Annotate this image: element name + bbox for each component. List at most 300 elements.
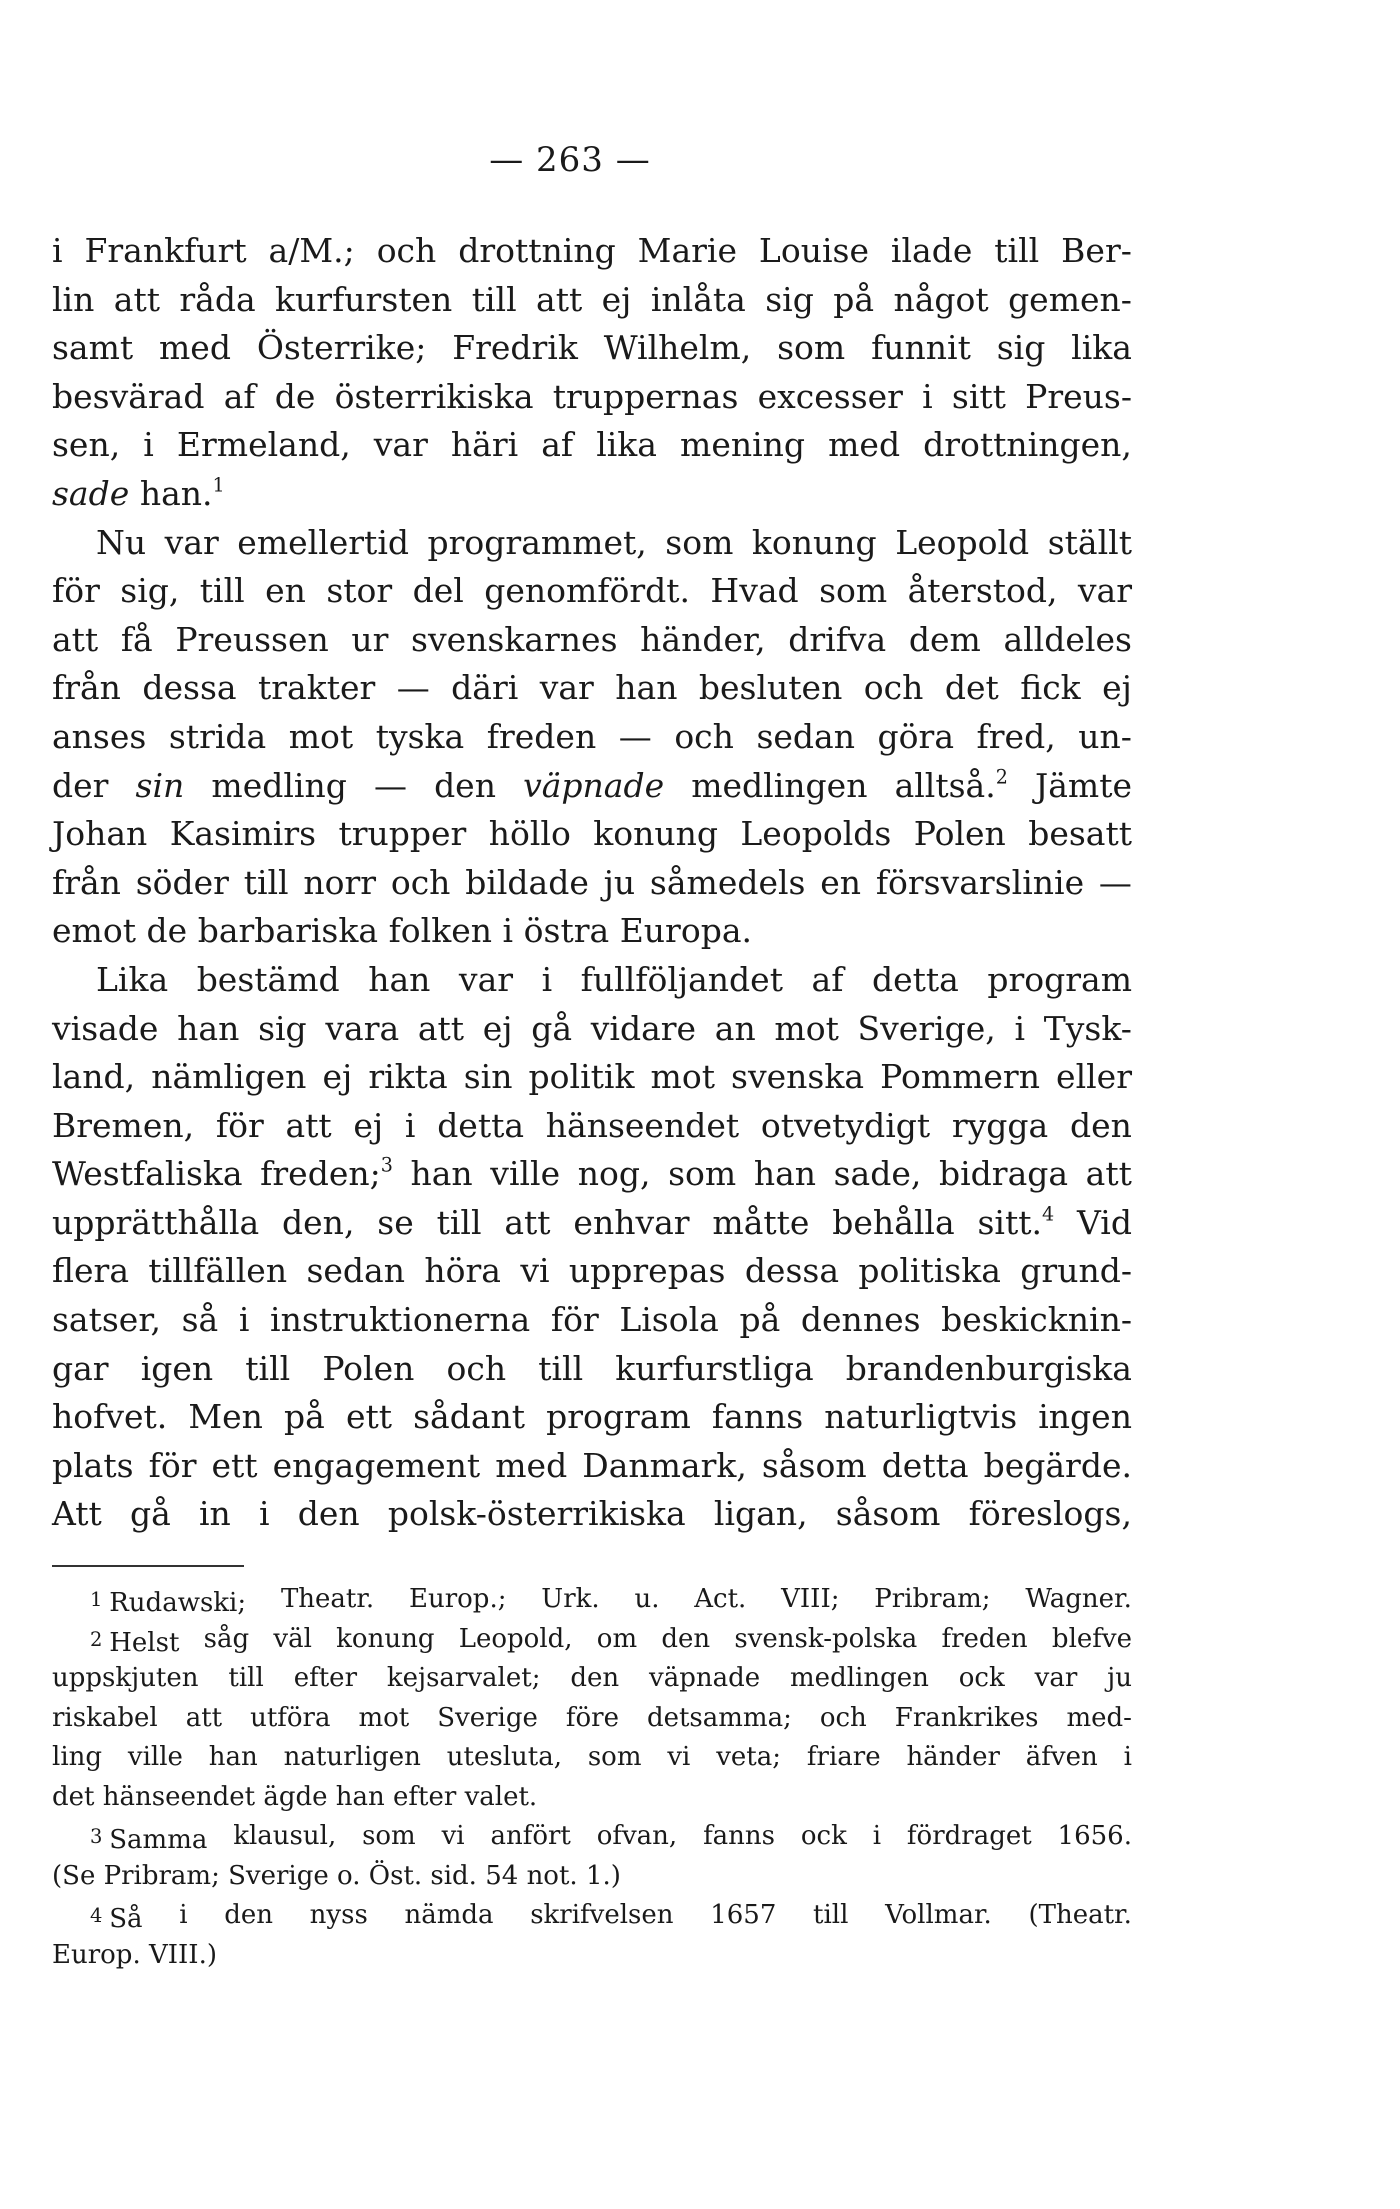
word: i	[52, 231, 63, 270]
word: alltså.$^2$	[894, 765, 1008, 805]
footnote-divider	[52, 1565, 244, 1567]
text-line	[52, 519, 1132, 568]
word: nämligen	[151, 1057, 307, 1097]
word: behålla	[832, 1202, 955, 1242]
text-line	[52, 1442, 1132, 1491]
word: Vid	[1077, 1202, 1132, 1242]
word: såmedels	[649, 862, 806, 902]
word: Nu	[96, 522, 147, 562]
word: som	[819, 571, 888, 611]
word: Preussen	[175, 619, 329, 659]
word: i	[1014, 1008, 1026, 1048]
text-line	[52, 1053, 1132, 1102]
word: i	[922, 376, 933, 416]
word: eller	[1056, 1057, 1132, 1097]
word: af	[541, 425, 574, 465]
word: ur	[351, 619, 389, 659]
word: VIII;	[781, 1584, 840, 1614]
word: mot	[774, 1008, 839, 1048]
word: den	[297, 1494, 360, 1534]
word: otvetydigt	[760, 1105, 931, 1145]
word: kurfurstliga	[615, 1348, 814, 1388]
text-line	[52, 421, 1132, 470]
text-line	[52, 664, 1132, 713]
word: nog,	[577, 1154, 651, 1194]
word: den	[1069, 1105, 1132, 1145]
word: sedan	[756, 716, 855, 756]
word: till	[243, 862, 289, 902]
word: emellertid	[237, 522, 409, 562]
word: så	[181, 1300, 219, 1340]
word: —	[618, 716, 652, 756]
word: återstod,	[907, 571, 1058, 611]
word: engagement	[272, 1445, 481, 1485]
italic-word: sade	[52, 473, 130, 513]
word: medlingen	[790, 1663, 929, 1693]
word: till	[813, 1900, 849, 1930]
word: han	[208, 1742, 258, 1772]
word: begärde.	[983, 1445, 1132, 1485]
word: för	[550, 1300, 599, 1340]
word: satser,	[52, 1300, 161, 1340]
word: 3 Samma	[90, 1824, 208, 1855]
word: utföra	[250, 1702, 331, 1733]
word: sin	[463, 1057, 513, 1097]
word: till	[228, 1663, 264, 1693]
footnote-line	[52, 1620, 1132, 1660]
word: med	[159, 328, 231, 368]
word: Westfaliska	[52, 1154, 243, 1194]
word: en	[265, 571, 306, 611]
word: han	[615, 668, 678, 708]
word: Tysk-	[1043, 1008, 1132, 1048]
word: gemen-	[1008, 279, 1132, 319]
word: ock	[800, 1821, 847, 1851]
word: att	[285, 1105, 332, 1145]
word: Pribram;	[874, 1584, 991, 1614]
word: trupper	[338, 814, 467, 854]
word: vi	[441, 1821, 465, 1851]
word: mot	[288, 716, 354, 756]
footnotes	[52, 1580, 1132, 1975]
word: ett	[345, 1397, 392, 1437]
word: 1656.	[1057, 1821, 1132, 1851]
word: Theatr.	[280, 1584, 375, 1614]
word: enhvar	[573, 1202, 690, 1242]
word: måtte	[712, 1202, 810, 1242]
word: Österrike;	[256, 328, 427, 368]
footnote-ref: 3	[380, 1153, 393, 1177]
word: program	[987, 959, 1132, 999]
word: —	[396, 668, 430, 708]
word: lika	[596, 425, 657, 465]
word: i	[502, 911, 514, 951]
word: strida	[168, 716, 267, 756]
word: såg	[203, 1623, 250, 1654]
word: dessa	[744, 1251, 840, 1291]
footnote-text: (Se Pribram; Sverige o. Öst. sid. 54 not. 1.)	[52, 1860, 621, 1891]
text-line	[52, 470, 1132, 519]
text-line	[52, 1490, 1132, 1539]
footnote-ref: 1	[212, 473, 225, 497]
word: om	[596, 1623, 638, 1654]
word: som	[587, 1742, 642, 1772]
word: an	[714, 1008, 756, 1048]
word: som	[777, 328, 846, 368]
word: till	[199, 571, 245, 611]
word: i	[238, 1300, 250, 1340]
word: Polen	[913, 814, 1006, 854]
text-line	[52, 907, 1132, 956]
word: fanns	[711, 1397, 804, 1437]
word: Pommern	[880, 1057, 1040, 1097]
word: med-	[1066, 1702, 1132, 1733]
word: med	[495, 1445, 568, 1485]
word: Frankrikes	[894, 1702, 1039, 1733]
word: Leopold,	[458, 1623, 573, 1654]
word: samt	[52, 328, 134, 368]
word: var	[1077, 571, 1132, 611]
footnote-line	[52, 1778, 1132, 1818]
word: riskabel	[52, 1702, 158, 1733]
word: se	[377, 1202, 414, 1242]
word: program	[546, 1397, 691, 1437]
word: freden	[486, 716, 597, 756]
word: Leopold	[895, 522, 1030, 562]
word: Act.	[694, 1584, 747, 1614]
word: genomfördt.	[484, 571, 691, 611]
word: händer,	[640, 619, 766, 659]
word: upprepas	[568, 1251, 726, 1291]
word: un-	[1078, 716, 1132, 756]
word: Hvad	[710, 571, 799, 611]
text-line	[52, 227, 1132, 276]
word: Johan	[52, 814, 148, 854]
word: af	[223, 376, 256, 416]
word: veta;	[716, 1742, 782, 1772]
word: der	[52, 765, 109, 805]
word: dem	[908, 619, 981, 659]
word: ej	[1102, 668, 1132, 708]
word: truppernas	[552, 376, 739, 416]
word: Frankfurt	[84, 231, 247, 270]
word: Wagner.	[1025, 1584, 1132, 1614]
word: funnit	[871, 328, 971, 368]
word: österrikiska	[334, 376, 534, 416]
footnote-line	[52, 1896, 1132, 1936]
word: sade,	[833, 1154, 922, 1194]
word: polsk-österrikiska	[387, 1494, 686, 1534]
footnote-line	[52, 1659, 1132, 1699]
word: Bremen,	[52, 1105, 195, 1145]
word: konung	[336, 1623, 435, 1654]
word: inlåta	[650, 279, 746, 319]
word: Wilhelm,	[603, 328, 752, 368]
word: händer	[906, 1742, 1000, 1772]
word: något	[893, 279, 989, 319]
word: väl	[273, 1623, 312, 1654]
word: att	[417, 1008, 465, 1048]
word: och	[446, 1348, 507, 1388]
word: drottning	[458, 231, 616, 270]
word: höra	[424, 1251, 501, 1291]
word: sig,	[120, 571, 180, 611]
word: den	[661, 1623, 711, 1654]
text-line	[52, 276, 1132, 325]
word: gå	[531, 1008, 573, 1048]
word: trakter	[258, 668, 376, 708]
footnote-line	[52, 1699, 1132, 1739]
word: 2 Helst	[90, 1627, 180, 1658]
word: hofvet.	[52, 1397, 168, 1437]
word: för	[148, 1445, 197, 1485]
word: detta	[437, 1105, 525, 1145]
word: såsom	[761, 1445, 867, 1485]
word: ville	[490, 1154, 561, 1194]
word: en	[820, 862, 862, 902]
word: konung	[593, 814, 718, 854]
word: friare	[806, 1742, 881, 1772]
word: till	[245, 1348, 291, 1388]
word: i	[872, 1821, 882, 1851]
word: barbariska	[197, 911, 379, 951]
word: sig	[765, 279, 814, 319]
word: Sverige,	[857, 1008, 996, 1048]
word: på	[739, 1300, 781, 1340]
word: råda	[179, 279, 256, 319]
word: dessa	[142, 668, 237, 708]
footnote-line	[52, 1936, 1132, 1976]
word: var	[1034, 1663, 1078, 1693]
word: de	[146, 911, 188, 951]
word: han	[368, 959, 431, 999]
word: han.$^1$	[139, 473, 225, 513]
word: lin	[52, 279, 95, 319]
word: lika	[1071, 328, 1132, 368]
text-line	[52, 1150, 1132, 1199]
word: instruktionerna	[270, 1300, 531, 1340]
word: Europ.;	[409, 1584, 507, 1614]
word: programmet,	[427, 522, 647, 562]
word: tillfällen	[148, 1251, 288, 1291]
word: upprätthålla	[52, 1202, 260, 1242]
word: Lisola	[619, 1300, 719, 1340]
word: vara	[325, 1008, 400, 1048]
word: ställt	[1047, 522, 1132, 562]
word: kurfursten	[275, 279, 453, 319]
word: sådant	[413, 1397, 526, 1437]
word: visade	[52, 1008, 159, 1048]
word: Ber-	[1061, 231, 1132, 270]
word: Preus-	[1025, 376, 1132, 416]
word: norr	[303, 862, 377, 902]
word: besluten	[698, 668, 843, 708]
text-line	[52, 1345, 1132, 1394]
word: de	[274, 376, 316, 416]
word: naturligen	[283, 1742, 421, 1772]
word: att	[185, 1702, 223, 1733]
word: konung	[751, 522, 877, 562]
word: mening	[680, 425, 806, 465]
word: äfven	[1025, 1742, 1098, 1772]
word: och	[863, 668, 924, 708]
word: häri	[450, 425, 519, 465]
word: besatt	[1028, 814, 1132, 854]
word: Polen	[322, 1348, 415, 1388]
footnote-line	[52, 1580, 1132, 1620]
word: Urk.	[541, 1584, 600, 1614]
text-line	[52, 1102, 1132, 1151]
word: han	[177, 1008, 240, 1048]
word: medling	[211, 765, 347, 805]
word: blefve	[1051, 1623, 1132, 1654]
word: 1 Rudawski;	[90, 1587, 247, 1618]
word: fördraget	[906, 1821, 1032, 1851]
word: söder	[135, 862, 229, 902]
word: med	[828, 425, 901, 465]
word: och	[376, 231, 437, 270]
word: anses	[52, 716, 147, 756]
word: freden	[941, 1623, 1028, 1654]
word: höllo	[488, 814, 571, 854]
word: bildade	[465, 862, 589, 902]
word: alldeles	[1003, 619, 1132, 659]
italic-word: väpnade	[523, 765, 665, 805]
word: Vollmar.	[885, 1900, 992, 1930]
footnote-line	[52, 1857, 1132, 1897]
body-text	[52, 227, 1132, 1539]
text-line	[52, 1005, 1132, 1054]
word: Europa.	[619, 911, 752, 951]
word: svensk-polska	[734, 1623, 918, 1654]
word: politik	[528, 1057, 635, 1097]
word: ligan,	[713, 1494, 808, 1534]
word: Jämte	[1035, 765, 1132, 805]
word: fred,	[976, 716, 1056, 756]
word: i	[143, 425, 154, 465]
word: kejsarvalet;	[386, 1663, 541, 1693]
word: a/M.;	[268, 231, 355, 270]
word: Att	[52, 1494, 102, 1534]
text-line	[52, 1296, 1132, 1345]
word: detta	[881, 1445, 969, 1485]
word: bidraga	[939, 1154, 1069, 1194]
word: rygga	[951, 1105, 1049, 1145]
text-line	[52, 810, 1132, 859]
word: sitt.$^4$	[977, 1202, 1055, 1242]
word: beskicknin-	[941, 1300, 1132, 1340]
word: Louise	[758, 231, 869, 270]
word: sen,	[52, 425, 121, 465]
word: i	[404, 1105, 416, 1145]
word: ej	[353, 1105, 384, 1145]
word: folken	[388, 911, 492, 951]
text-line	[52, 713, 1132, 762]
word: göra	[877, 716, 954, 756]
word: till	[994, 231, 1040, 270]
word: det	[944, 668, 999, 708]
word: fick	[1020, 668, 1081, 708]
word: ej	[482, 1008, 513, 1048]
word: del	[412, 571, 464, 611]
word: att	[504, 1202, 551, 1242]
word: stor	[326, 571, 393, 611]
word: att	[1085, 1154, 1132, 1194]
word: han	[410, 1154, 473, 1194]
word: försvarslinie	[875, 862, 1085, 902]
word: mot	[358, 1702, 410, 1733]
word: drottningen,	[923, 425, 1132, 465]
text-line	[52, 1199, 1132, 1248]
page-number: — 263 —	[489, 140, 651, 180]
text-line	[52, 616, 1132, 665]
word: Men	[188, 1397, 263, 1437]
word: i	[258, 1494, 270, 1534]
word: var	[458, 959, 514, 999]
word: på	[833, 279, 875, 319]
footnote-mark: 4	[90, 1904, 103, 1927]
word: väpnade	[649, 1663, 761, 1693]
word: detta	[871, 959, 959, 999]
word: mot	[650, 1057, 715, 1097]
footnote-mark: 1	[90, 1588, 103, 1611]
footnote-ref: 4	[1042, 1202, 1055, 1226]
word: såsom	[835, 1494, 941, 1534]
word: den	[434, 765, 496, 805]
word: i	[179, 1900, 188, 1930]
word: u.	[634, 1584, 660, 1614]
word: östra	[523, 911, 610, 951]
word: för	[215, 1105, 264, 1145]
word: dennes	[800, 1300, 921, 1340]
word: Marie	[637, 231, 737, 270]
word: vi	[667, 1742, 691, 1772]
word: flera	[52, 1251, 129, 1291]
text-line	[52, 324, 1132, 373]
word: ville	[127, 1742, 183, 1772]
word: ett	[211, 1445, 258, 1485]
word: land,	[52, 1057, 136, 1097]
word: freden;$^3$	[260, 1153, 393, 1194]
word: och	[674, 716, 734, 756]
word: 4 Så	[90, 1903, 143, 1934]
word: på	[284, 1397, 325, 1437]
word: som	[665, 522, 734, 562]
word: Lika	[96, 959, 169, 999]
word: gar	[52, 1348, 109, 1388]
word: vi	[520, 1251, 550, 1291]
text-line	[52, 567, 1132, 616]
word: ju	[603, 862, 636, 902]
footnote-text: Europ. VIII.)	[52, 1939, 217, 1970]
text-line	[52, 762, 1132, 811]
word: i	[541, 959, 553, 999]
word: emot	[52, 911, 136, 951]
word: var	[539, 668, 594, 708]
word: medlingen	[691, 765, 868, 805]
word: fullföljandet	[580, 959, 783, 999]
word: nämda	[404, 1900, 494, 1930]
word: till	[436, 1202, 482, 1242]
word: svenskarnes	[411, 619, 618, 659]
word: tyska	[375, 716, 465, 756]
word: skrifvelsen	[530, 1900, 674, 1930]
word: svenska	[731, 1057, 864, 1097]
word: brandenburgiska	[845, 1348, 1132, 1388]
word: drifva	[788, 619, 887, 659]
word: in	[198, 1494, 231, 1534]
word: bestämd	[196, 959, 340, 999]
